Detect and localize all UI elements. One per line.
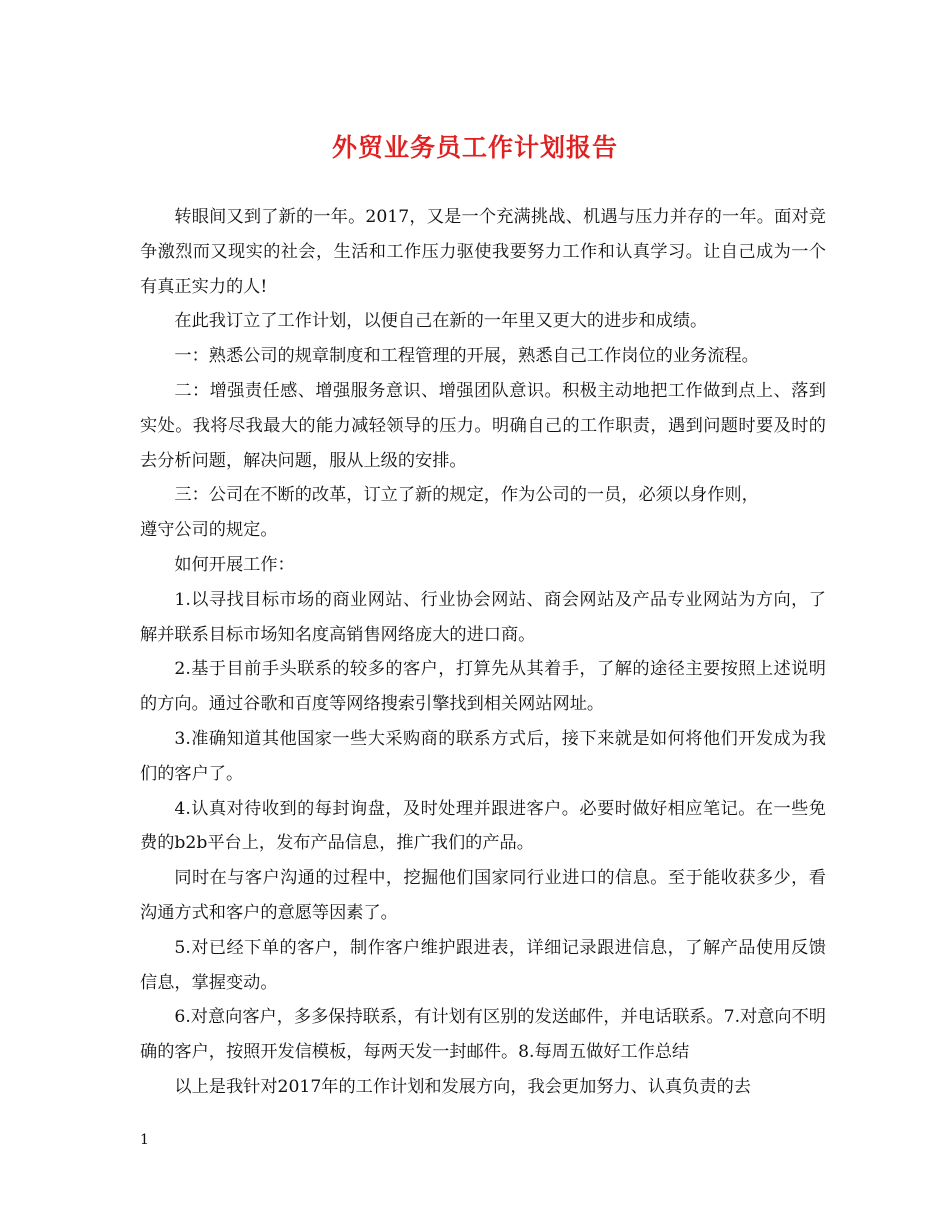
paragraph-plan-statement: 在此我订立了工作计划，以便自己在新的一年里又更大的进步和成绩。	[174, 311, 708, 332]
paragraph-point-three: 三：公司在不断的改革，订立了新的规定，作为公司的一员，必须以身作则，	[174, 485, 759, 506]
paragraph-step-3: 3.准确知道其他国家一些大采购商的联系方式后，接下来就是如何将他们开发成为我们的客户了。	[140, 728, 826, 784]
paragraph-step-5: 5.对已经下单的客户，制作客户维护跟进表，详细记录跟进信息，了解产品使用反馈信息，掌握变动。	[140, 937, 826, 993]
page-number: 1	[140, 1132, 149, 1148]
paragraph-intro: 转眼间又到了新的一年。2017，又是一个充满挑战、机遇与压力并存的一年。面对竞争激烈而又现实的社会，生活和工作压力驱使我要努力工作和认真学习。让自己成为一个有真正实力的人!	[140, 207, 826, 297]
paragraph-step-2: 2.基于目前手头联系的较多的客户，打算先从其着手，了解的途径主要按照上述说明的方向。通过谷歌和百度等网络搜索引擎找到相关网站网址。	[140, 659, 826, 715]
paragraph-point-one: 一：熟悉公司的规章制度和工程管理的开展，熟悉自己工作岗位的业务流程。	[174, 346, 759, 367]
document-body	[140, 200, 826, 1105]
paragraph-step-6-8: 6.对意向客户，多多保持联系，有计划有区别的发送邮件，并电话联系。7.对意向不明确的客户，按照开发信模板，每两天发一封邮件。8.每周五做好工作总结	[140, 1007, 826, 1063]
paragraph-point-three-continued: 遵守公司的规定。	[140, 520, 278, 541]
paragraph-step-4-extra: 同时在与客户沟通的过程中，挖掘他们国家同行业进口的信息。至于能收获多少，看沟通方式和客户的意愿等因素了。	[140, 868, 826, 923]
paragraph-conclusion: 以上是我针对2017年的工作计划和发展方向，我会更加努力、认真负责的去	[174, 1076, 751, 1097]
paragraph-step-4: 4.认真对待收到的每封询盘，及时处理并跟进客户。必要时做好相应笔记。在一些免费的b2b平台上，发布产品信息，推广我们的产品。	[140, 798, 826, 854]
paragraph-point-two: 二：增强责任感、增强服务意识、增强团队意识。积极主动地把工作做到点上、落到实处。我将尽我最大的能力减轻领导的压力。明确自己的工作职责，遇到问题时要及时的去分析问题，解决问题，服从上级的安排。	[140, 380, 826, 471]
paragraph-step-1: 1.以寻找目标市场的商业网站、行业协会网站、商会网站及产品专业网站为方向，了解并联系目标市场知名度高销售网络庞大的进口商。	[140, 589, 826, 645]
paragraph-how-to-work: 如何开展工作：	[174, 554, 295, 575]
page-title: 外贸业务员工作计划报告	[331, 133, 618, 162]
